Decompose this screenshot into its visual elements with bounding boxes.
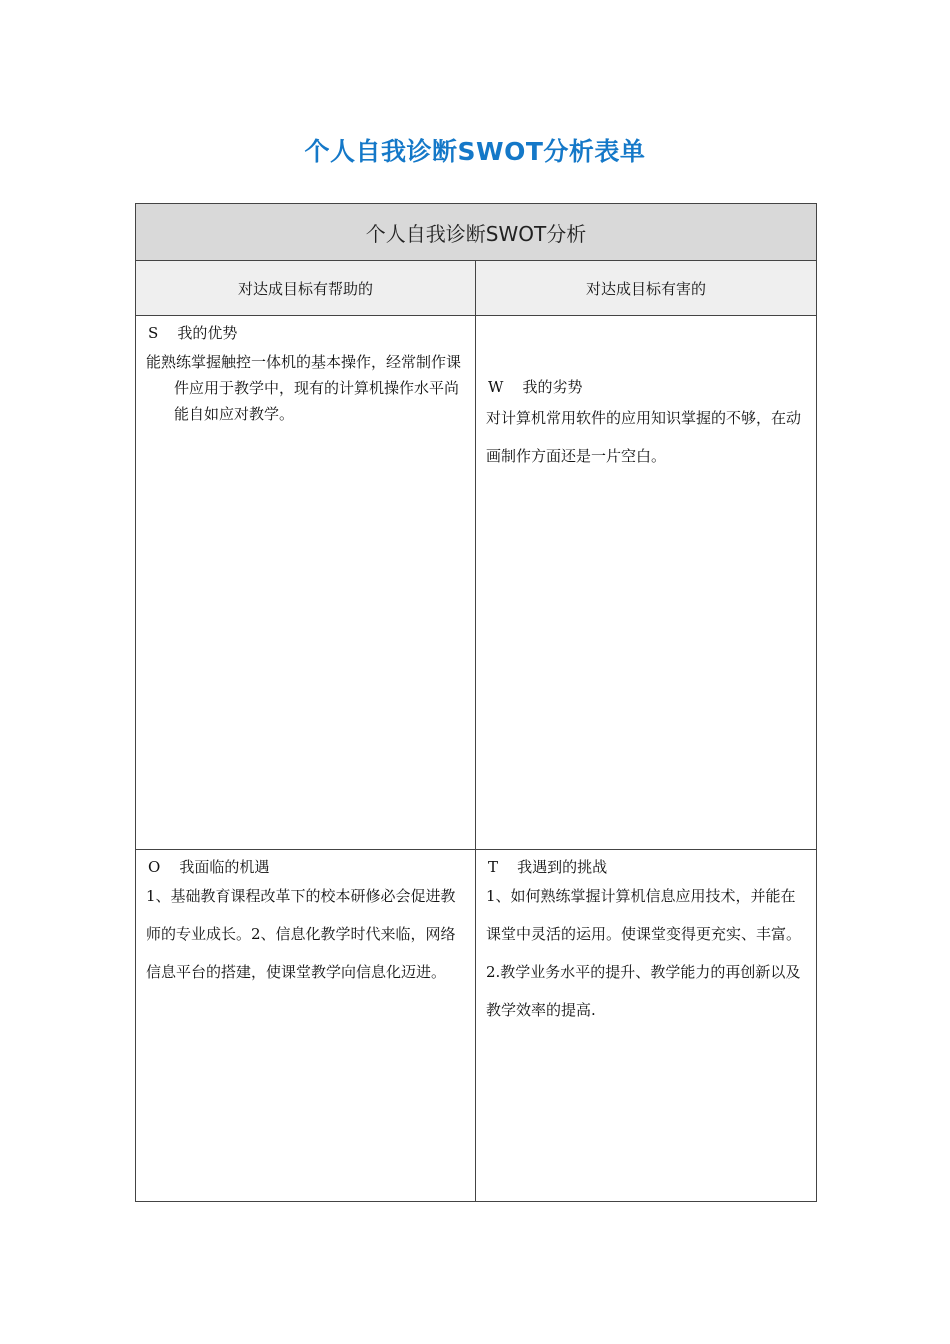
- weaknesses-text: 对计算机常用软件的应用知识掌握的不够，在动画制作方面还是一片空白。: [486, 409, 802, 465]
- table-header: 个人自我诊断SWOT分析: [136, 204, 817, 261]
- table-header-row: [136, 204, 817, 261]
- opportunities-cell: [136, 850, 476, 1202]
- strengths-text: 能熟练掌握触控一体机的基本操作，经常制作课件应用于教学中，现有的计算机操作水平尚能自如应对教学。: [146, 353, 462, 423]
- strengths-label: S 我的优势: [148, 324, 238, 342]
- weaknesses-cell: [476, 316, 817, 850]
- opportunities-text: 1、基础教育课程改革下的校本研修必会促进教师的专业成长。2、信息化教学时代来临，网络信息平台的搭建，使课堂教学向信息化迈进。: [146, 887, 456, 981]
- threats-text: 1、如何熟练掌握计算机信息应用技术，并能在课堂中灵活的运用。使课堂变得更充实、丰富。2.教学业务水平的提升、教学能力的再创新以及教学效率的提高.: [486, 887, 802, 1019]
- threats-cell: [476, 850, 817, 1202]
- column-header-harmful: 对达成目标有害的: [476, 261, 817, 316]
- quadrant-row-bottom: [136, 850, 817, 1202]
- opportunities-label: O 我面临的机遇: [148, 858, 270, 876]
- swot-table: [135, 203, 817, 1202]
- weaknesses-label: W 我的劣势: [488, 378, 583, 396]
- threats-label: T 我遇到的挑战: [488, 858, 608, 876]
- page-title: 个人自我诊断SWOT分析表单: [304, 137, 646, 166]
- strengths-cell: [136, 316, 476, 850]
- column-header-row: [136, 261, 817, 316]
- column-header-helpful: 对达成目标有帮助的: [136, 261, 476, 316]
- quadrant-row-top: [136, 316, 817, 850]
